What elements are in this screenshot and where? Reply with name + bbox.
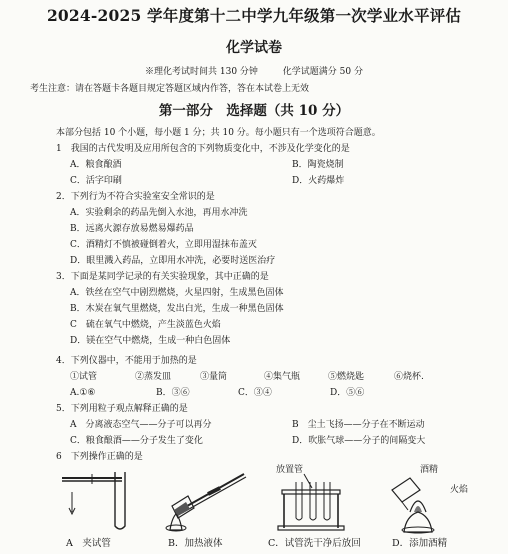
question-5-option-b: B 尘土飞扬——分子在不断运动	[292, 420, 425, 430]
exam-notice: 考生注意：请在答题卡各题目规定答题区域内作答，答在本试卷上无效	[30, 84, 310, 94]
question-4-option-c: C．③④	[238, 388, 272, 398]
question-4-stem: 4．下列仪器中，不能用于加热的是	[56, 356, 197, 366]
score-note: 化学试题满分 50 分	[282, 67, 363, 77]
figure-c-test-tube-rack	[272, 460, 352, 534]
question-4-item-4: ④集气瓶	[264, 372, 301, 382]
question-4-item-6: ⑥烧杯.	[394, 372, 424, 382]
question-3-option-a: A．铁丝在空气中剧烈燃烧，火星四射，生成黑色固体	[70, 288, 284, 298]
question-4-item-5: ⑤燃烧匙	[328, 372, 365, 382]
question-4-option-b: B．③⑥	[156, 388, 190, 398]
question-6-option-b: B．加热液体	[168, 538, 223, 549]
question-1-option-b: B．陶瓷烧制	[292, 160, 344, 170]
figure-c-label: 放置管	[276, 465, 304, 475]
question-3-option-c: C 硫在氧气中燃烧，产生淡蓝色火焰	[70, 320, 221, 330]
exam-title: 2024-2025 学年度第十二中学九年级第一次学业水平评估	[46, 6, 462, 25]
question-3-option-d: D．镁在空气中燃烧，生成一种白色固体	[70, 336, 231, 346]
question-2-option-c: C．酒精灯不慎被碰倒着火，立即用湿抹布盖灭	[70, 240, 257, 250]
question-1-option-a: A．粮食酿酒	[70, 160, 122, 170]
time-note: ※理化考试时间共 130 分钟	[145, 67, 258, 77]
section-title: 第一部分 选择题（共 10 分）	[158, 103, 350, 119]
question-1-stem: 1 我国的古代发明及应用所包含的下列物质变化中，不涉及化学变化的是	[56, 144, 350, 154]
question-5-option-c: C．粮食酿酒——分子发生了变化	[70, 436, 203, 446]
question-6-option-a: A 夹试管	[66, 538, 111, 549]
question-3-stem: 3．下面是某同学记录的有关实验现象，其中正确的是	[56, 272, 269, 282]
question-5-option-d: D．吹胀气球——分子的间隔变大	[292, 436, 426, 446]
question-2-stem: 2．下列行为不符合实验室安全常识的是	[56, 192, 215, 202]
question-1-option-c: C．活字印刷	[70, 176, 122, 186]
question-2-option-d: D．眼里溅入药品，立即用水冲洗，必要时送医治疗	[70, 256, 276, 266]
question-4-item-2: ②蒸发皿	[135, 372, 172, 382]
question-4-option-a: A.①⑥	[70, 388, 96, 398]
figure-d-label-alcohol: 酒精	[420, 465, 439, 475]
exam-subtitle: 化学试卷	[226, 40, 282, 56]
question-2-option-b: B．远离火源存放易燃易爆药品	[70, 224, 194, 234]
exam-info	[0, 64, 508, 77]
question-2-option-a: A．实验剩余的药品先倒入水池，再用水冲洗	[70, 208, 248, 218]
question-4-item-3: ③量筒	[200, 372, 228, 382]
question-4-item-1: ①试管	[70, 372, 98, 382]
figure-d-label-flame: 火焰	[450, 485, 469, 495]
question-4-option-d: D．⑤⑥	[330, 388, 365, 398]
section-intro: 本部分包括 10 个小题，每小题 1 分；共 10 分。每小题只有一个选项符合题意。	[56, 128, 381, 138]
question-1-option-d: D．火药爆炸	[292, 176, 345, 186]
question-6-option-d: D．添加酒精	[392, 538, 448, 549]
figure-a-test-tube-holder	[60, 468, 140, 534]
question-6-stem: 6 下列操作正确的是	[56, 452, 143, 462]
question-3-option-b: B．木炭在氧气里燃烧，发出白光，生成一种黑色固体	[70, 304, 284, 314]
question-5-stem: 5．下列用粒子观点解释正确的是	[56, 404, 188, 414]
question-5-option-a: A 分离液态空气——分子可以再分	[70, 420, 212, 430]
question-6-option-c: C．试管洗干净后放回	[268, 538, 361, 549]
figure-b-heating-liquid	[162, 468, 262, 534]
figure-d-adding-alcohol	[380, 460, 480, 534]
